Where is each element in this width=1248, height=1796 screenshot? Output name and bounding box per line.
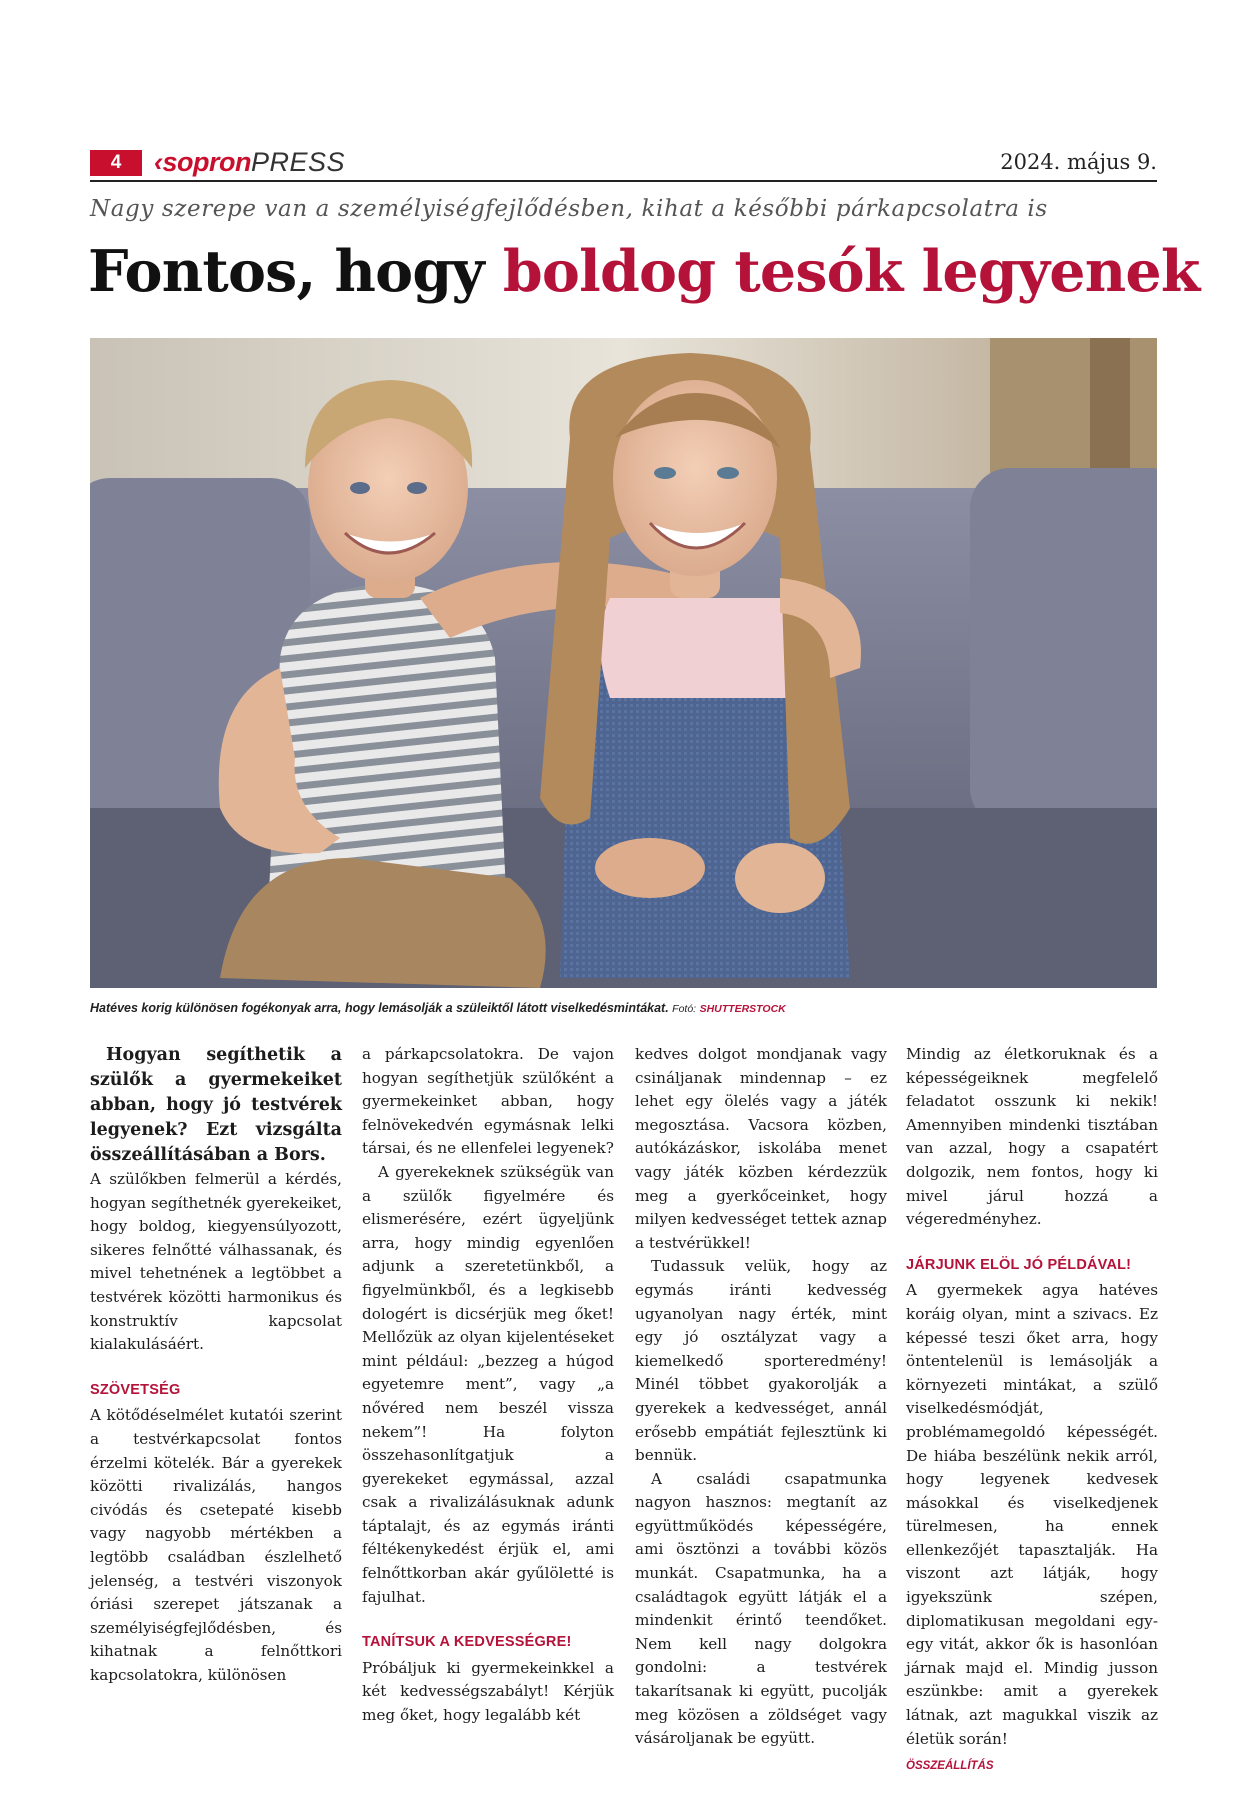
photo-caption [90, 1001, 1157, 1015]
article-kicker: Nagy szerepe van a személyiségfejlődésben, kihat a későbbi párkapcsolatra is [90, 196, 1048, 222]
col2-paragraph-2: A gyerekeknek szükségük van a szülők figyelmére és elismerésére, ezért ügyeljünk arra, hogy mindig egyenlően adjunk a szeretetünkből, a figyelmünkből, és a legkisebb dologért is dicsérjük meg őket! Mellőzük az olyan kijelentéseket mint például: „bezzeg a húgod egyetemre ment”, vagy „a nővéred nem beszél vissza nekem”! Ha folyton összehasonlítgatjuk a gyerekeket egymással, azzal csak a rivalizálásuknak adunk táptalajt, és az egymás iránti féltékenykedést érjük el, ami felnőttkorban akár gyűlöletté is fajulhat. [362, 1162, 614, 1606]
subhead-szovetseg: SZÖVETSÉG [90, 1381, 181, 1398]
article-column-2 [362, 1043, 614, 1728]
subhead-jarjunk: JÁRJUNK ELÖL JÓ PÉLDÁVAL! [906, 1256, 1132, 1273]
article-signature: ÖSSZEÁLLÍTÁS [906, 1760, 994, 1773]
article-intro: A szülőkben felmerül a kérdés, hogyan segíthetnék gyerekeiket, hogy boldog, kiegyensúlyozott, sikeres felnőtté válhassanak, és mivel tehetnének a legtöbbet a testvérek közötti harmonikus és konstruktív kapcsolat kialakulásáért. [90, 1170, 342, 1354]
headline-part-black: Fontos, hogy [88, 238, 503, 305]
caption-credit: SHUTTERSTOCK [699, 1003, 786, 1015]
header-rule [90, 180, 1157, 182]
section1-paragraph: A kötődéselmélet kutatói szerint a testvérkapcsolat fontos érzelmi kötelék. Bár a gyerekek közötti rivalizálás, hangos civódás és csetepaté kisebb vagy nagyobb mértékben a legtöbb családban észlelhető jelenség, a testvéri viszonyok óriási szerepet játszanak a személyiségfejlődésben, és kihatnak a felnőttkori kapcsolatokra, különösen [90, 1406, 342, 1684]
logo-press: PRESS [251, 147, 346, 177]
col3-paragraph-3: A családi csapatmunka nagyon hasznos: megtanít az együttműködés képességére, ami ösztönzi a további közös munkát. Csapatmunka, ha a családtagok együtt látják el a mindenkit érintő teendőket. Nem kell nagy dolgokra gondolni: a testvérek takarítsanak ki együtt, pucolják meg közösen a zöldséget vagy vásároljanak be együtt. [635, 1469, 887, 1748]
article-photo [90, 338, 1157, 988]
page-header [90, 147, 1157, 178]
article-headline [88, 236, 1200, 308]
article-lead: Hogyan segíthetik a szülők a gyermekeiket abban, hogy jó testvérek legyenek? Ezt vizsgálta összeállításában a Bors. [90, 1045, 342, 1165]
issue-date: 2024. május 9. [1000, 150, 1157, 174]
section3-paragraph: A gyermekek agya hatéves koráig olyan, mint a szivacs. Ez képessé teszi őket arra, hogy öntentelenül is lemásolják a környezeti mintákat, a szülő viselkedésmódját, problémamegoldó képességét. De hiába beszélünk nekik arról, hogy legyenek kedvesek másokkal és viselkedjenek türelmesen, ha ennek ellenkezőjét tapasztalják. Ha viszont azt látják, hogy igyekszünk szépen, diplomatikusan megoldani egy-egy vitát, akkor ők is hasonlóan járnak majd el. Mindig jusson eszünkbe: amit a gyerekek látnak, azt magukkal viszik az életük során! [906, 1281, 1158, 1748]
col2-paragraph-1: a párkapcsolatokra. De vajon hogyan segíthetjük szülőként a gyermekeinket abban, hogy felnövekedvén egymásnak lelki társai, és ne ellenfelei legyenek? [362, 1045, 614, 1158]
section2-paragraph: Próbáljuk ki gyermekeinkkel a két kedvességszabályt! Kérjük meg őket, hogy legalább két [362, 1658, 614, 1725]
publication-logo[interactable] [154, 147, 345, 178]
col3-paragraph-2: Tudassuk velük, hogy az egymás iránti kedvesség ugyanolyan nagy érték, mint egy jó osztályzat vagy a kiemelkedő sporteredmény! Minél többet gyakorolják a gyerekek a kedvességet, annál erősebb empátiát fejlesztünk ki bennük. [635, 1257, 887, 1465]
logo-sopron: ‹sopron [154, 147, 251, 177]
caption-credit-label: Fotó: [672, 1003, 697, 1015]
article-column-1 [90, 1043, 342, 1687]
article-column-4 [906, 1043, 1158, 1779]
page-number: 4 [90, 150, 142, 176]
caption-text: Hatéves korig különösen fogékonyak arra, hogy lemásolják a szüleiktől látott viselkedésmintákat. [90, 1001, 669, 1015]
subhead-tanitsuk: TANÍTSUK A KEDVESSÉGRE! [362, 1634, 572, 1651]
siblings-photo-illustration [90, 338, 1157, 988]
col4-paragraph-1: Mindig az életkoruknak és a képességeiknek megfelelő feladatot osszunk ki nekik! Amennyiben mindenki tisztában van azzal, hogy a csapatért dolgozik, nem fontos, hogy ki mivel járul hozzá a végeredményhez. [906, 1045, 1158, 1229]
headline-part-red: boldog tesók legyenek [502, 238, 1200, 305]
col3-paragraph-1: kedves dolgot mondjanak vagy csináljanak mindennap – ez lehet egy ölelés vagy a játék megosztása. Vacsora közben, autókázáskor, iskolába menet vagy játék közben kérdezzük meg a gyerkőceinket, hogy milyen kedvességet tettek aznap a testvérükkel! [635, 1045, 887, 1252]
article-column-3 [635, 1043, 887, 1751]
